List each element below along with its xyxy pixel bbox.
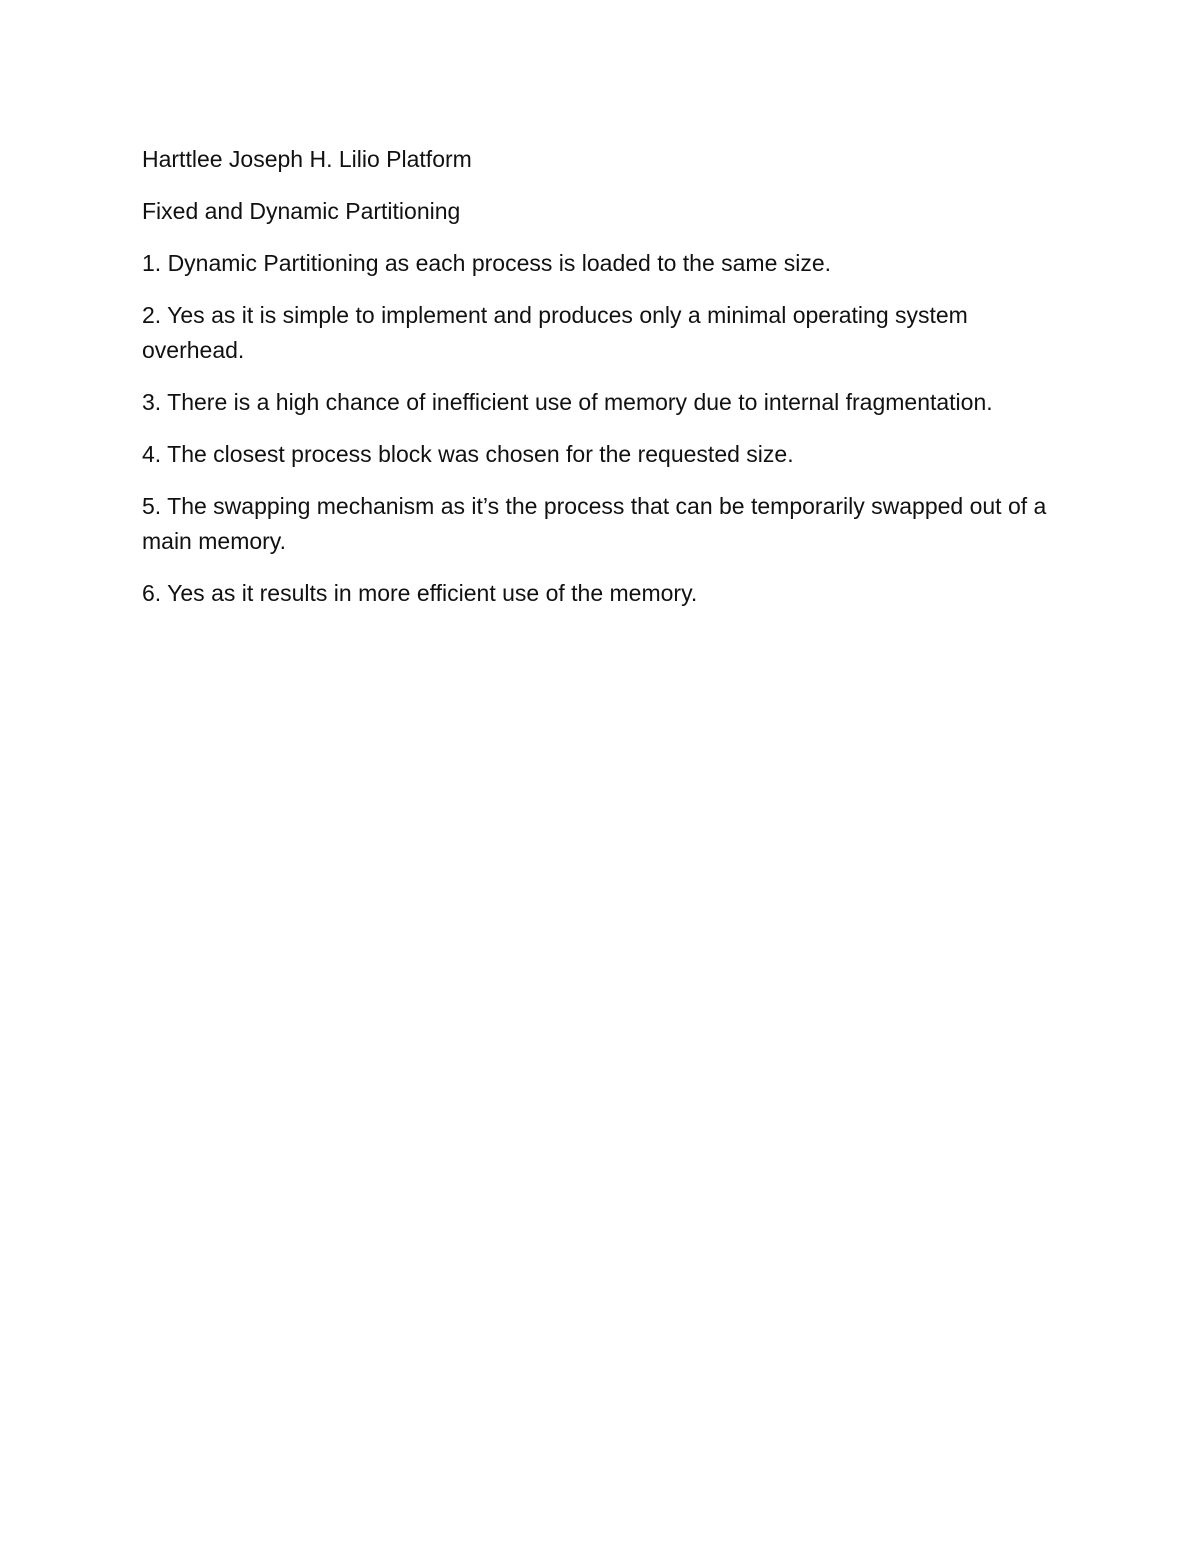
answer-4: 4. The closest process block was chosen for the requested size. <box>142 441 794 467</box>
answer-3: 3. There is a high chance of inefficient use of memory due to internal fragmentation. <box>142 389 993 415</box>
document-title: Fixed and Dynamic Partitioning <box>142 198 461 224</box>
answer-1: 1. Dynamic Partitioning as each process is loaded to the same size. <box>142 250 832 276</box>
answer-2: 2. Yes as it is simple to implement and produces only a minimal operating system overhead. <box>142 302 968 363</box>
answer-5: 5. The swapping mechanism as it’s the process that can be temporarily swapped out of a main memory. <box>142 493 1047 554</box>
document-body <box>142 142 1052 628</box>
answer-6: 6. Yes as it results in more efficient use of the memory. <box>142 580 698 606</box>
author-line: Harttlee Joseph H. Lilio Platform <box>142 146 472 172</box>
